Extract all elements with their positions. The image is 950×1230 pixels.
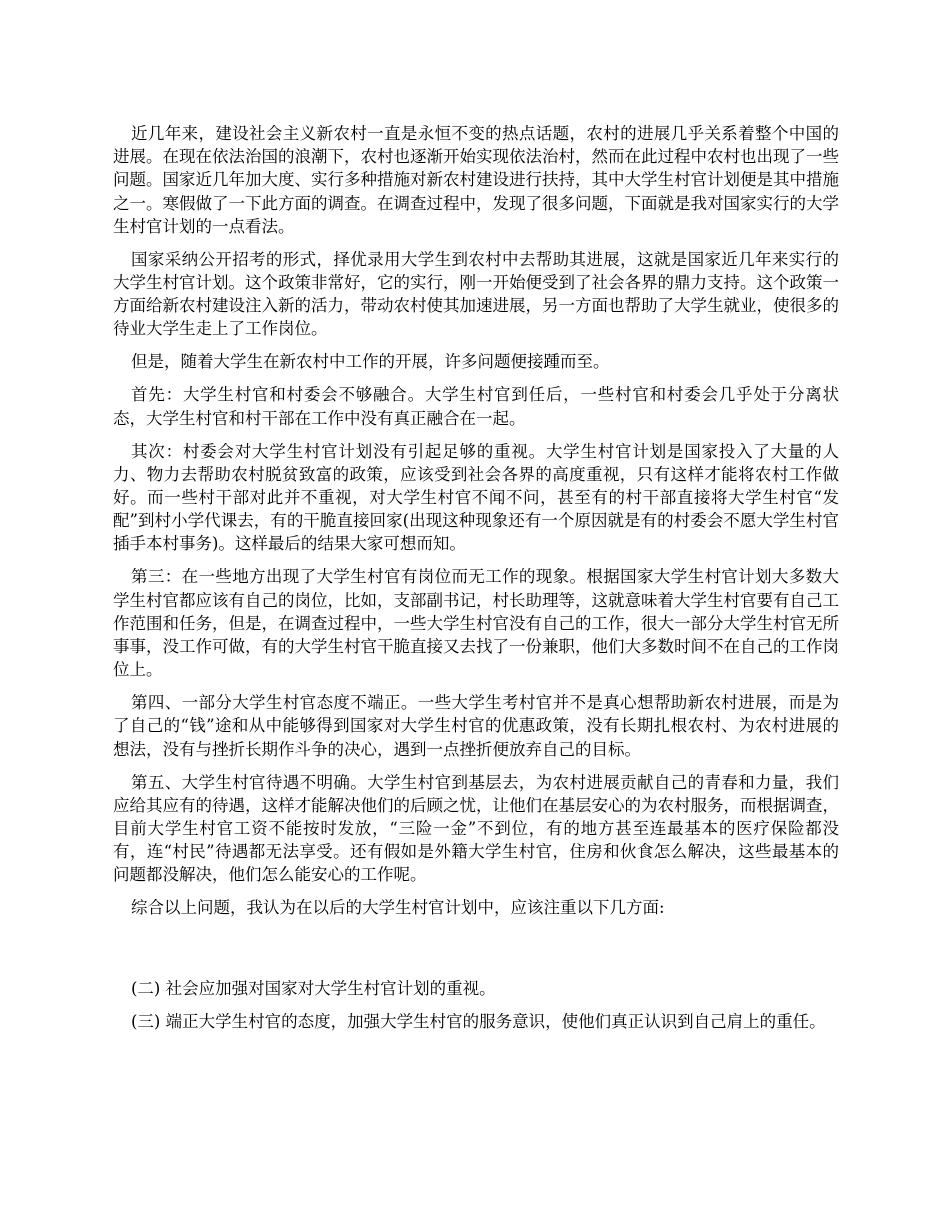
paragraph-problem-third: 第三：在一些地方出现了大学生村官有岗位而无工作的现象。根据国家大学生村官计划大多数大学生村官都应该有自己的岗位，比如，支部副书记，村长助理等，这就意味着大学生村官要有自己工作范围和任务，但是，在调查过程中，一些大学生村官没有自己的工作，很大一部分大学生村官无所事事，没工作可做，有的大学生村官干脆直接又去找了一份兼职，他们大多数时间不在自己的工作岗位上。 xyxy=(113,567,839,680)
blank-gap xyxy=(113,929,839,977)
paragraph-policy: 国家采纳公开招考的形式，择优录用大学生到农村中去帮助其进展，这就是国家近几年来实行的大学生村官计划。这个政策非常好，它的实行，刚一开始便受到了社会各界的鼎力支持。这个政策一方面给新农村建设注入新的活力，带动农村使其加速进展，另一方面也帮助了大学生就业，使很多的待业大学生走上了工作岗位。 xyxy=(113,249,839,339)
paragraph-summary: 综合以上问题，我认为在以后的大学生村官计划中，应该注重以下几方面: xyxy=(131,898,665,918)
paragraph-problem-first: 首先：大学生村官和村委会不够融合。大学生村官到任后，一些村官和村委会几乎处于分离状态，大学生村官和村干部在工作中没有真正融合在一起。 xyxy=(113,385,839,428)
paragraph-problem-fourth: 第四、一部分大学生村官态度不端正。一些大学生考村官并不是真心想帮助新农村进展，而是为了自己的“钱”途和从中能够得到国家对大学生村官的优惠政策，没有长期扎根农村、为农村进展的想法，没有与挫折长期作斗争的决心，遇到一点挫折便放弃自己的目标。 xyxy=(113,693,839,759)
document-body xyxy=(113,122,839,1043)
paragraph-intro: 近几年来，建设社会主义新农村一直是永恒不变的热点话题，农村的进展几乎关系着整个中国的进展。在现在依法治国的浪潮下，农村也逐渐开始实现依法治村，然而在此过程中农村也出现了一些问题。国家近几年加大度、实行多种措施对新农村建设进行扶持，其中大学生村官计划便是其中措施之一。寒假做了一下此方面的调查。在调查过程中，发现了很多问题，下面就是我对国家实行的大学生村官计划的一点看法。 xyxy=(113,124,839,236)
paragraph-problem-fifth: 第五、大学生村官待遇不明确。大学生村官到基层去，为农村进展贡献自己的青春和力量，我们应给其应有的待遇，这样才能解决他们的后顾之忧，让他们在基层安心的为农村服务，而根据调查，目前大学生村官工资不能按时发放，“三险一金”不到位，有的地方甚至连最基本的医疗保险都没有，连“村民”待遇都无法享受。还有假如是外籍大学生村官，住房和伙食怎么解决，这些最基本的问题都没解决，他们怎么能安心的工作呢。 xyxy=(113,772,839,885)
paragraph-problems-intro: 但是，随着大学生在新农村中工作的开展，许多问题便接踵而至。 xyxy=(131,352,610,372)
list-item-two: (二) 社会应加强对国家对大学生村官计划的重视。 xyxy=(131,979,496,999)
paragraph-problem-second: 其次：村委会对大学生村官计划没有引起足够的重视。大学生村官计划是国家投入了大量的人力、物力去帮助农村脱贫致富的政策，应该受到社会各界的高度重视，只有这样才能将农村工作做好。而一些村干部对此并不重视，对大学生村官不闻不问，甚至有的村干部直接将大学生村官“发配”到村小学代课去，有的干脆直接回家(出现这种现象还有一个原因就是有的村委会不愿大学生村官插手本村事务)。这样最后的结果大家可想而知。 xyxy=(113,441,839,554)
list-item-three: (三) 端正大学生村官的态度，加强大学生村官的服务意识，使他们真正认识到自己肩上的重任。 xyxy=(131,1012,826,1032)
